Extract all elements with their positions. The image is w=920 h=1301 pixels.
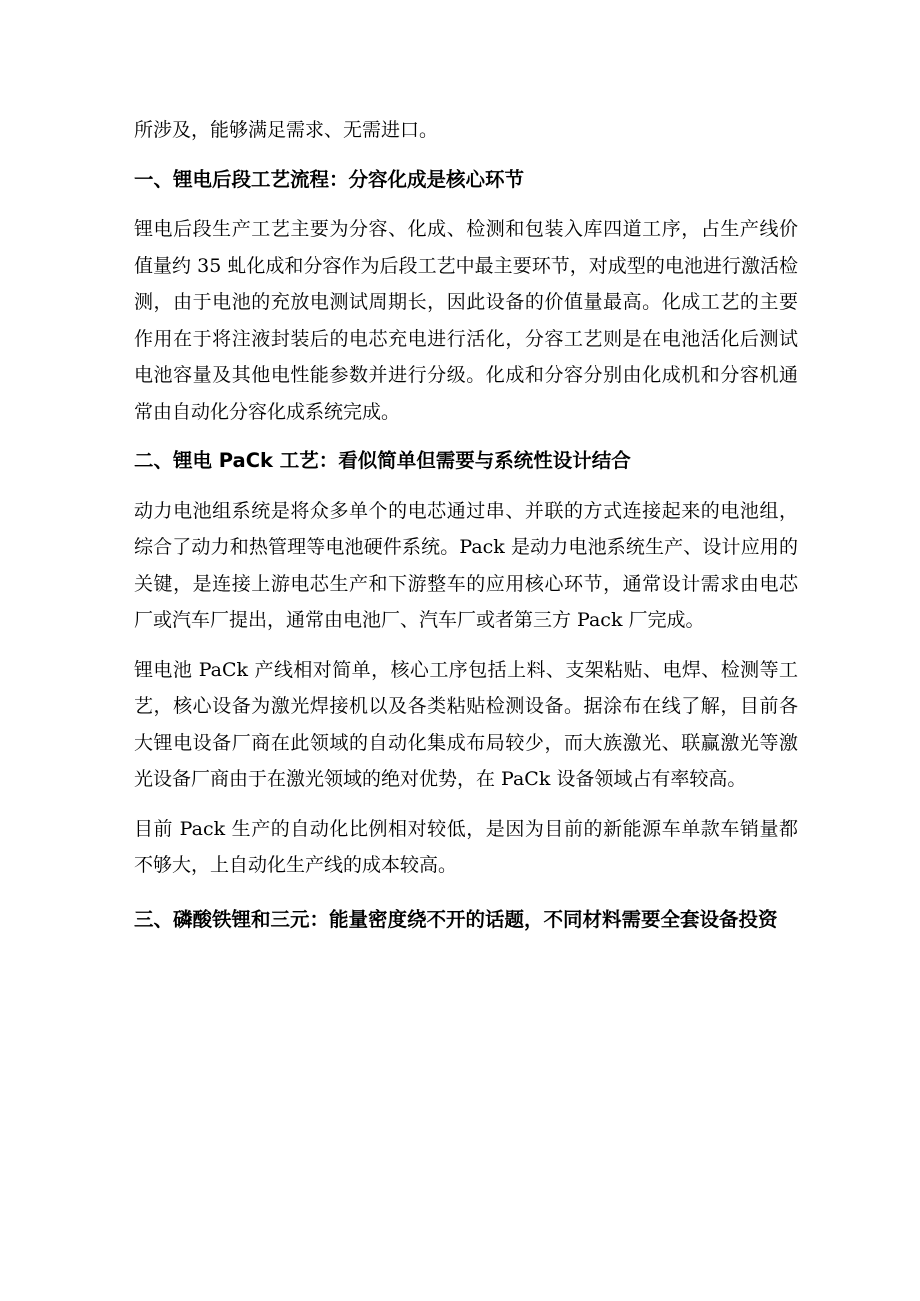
heading-section-2: 二、锂电 PaCk 工艺：看似简单但需要与系统性设计结合 [134,449,631,472]
paragraph-intro-continuation: 所涉及，能够满足需求、无需进口。 [134,119,439,141]
paragraph-section-2-body-3: 目前 Pack 生产的自动化比例相对较低，是因为目前的新能源车单款车销量都不够大，上自动化生产线的成本较高。 [134,817,798,876]
paragraph-section-2-body-1: 动力电池组系统是将众多单个的电芯通过串、并联的方式连接起来的电池组，综合了动力和热管理等电池硬件系统。Pack 是动力电池系统生产、设计应用的关键，是连接上游电芯生产和下游整车的应用核心环节，通常设计需求由电芯厂或汽车厂提出，通常由电池厂、汽车厂或者第三方 Pack 厂完成。 [134,499,798,631]
paragraph-section-2-body-2: 锂电池 PaCk 产线相对简单，核心工序包括上料、支架粘贴、电焊、检测等工艺，核心设备为激光焊接机以及各类粘贴检测设备。据涂布在线了解，目前各大锂电设备厂商在此领域的自动化集成布局较少，而大族激光、联赢激光等激光设备厂商由于在激光领域的绝对优势，在 PaCk 设备领域占有率较高。 [134,658,798,790]
paragraph-section-1-body: 锂电后段生产工艺主要为分容、化成、检测和包装入库四道工序，占生产线价值量约 35 虬化成和分容作为后段工艺中最主要环节，对成型的电池进行激活检测，由于电池的充放电测试周期长，因此设备的价值量最高。化成工艺的主要作用在于将注液封装后的电芯充电进行活化，分容工艺则是在电池活化后测试电池容量及其他电性能参数并进行分级。化成和分容分别由化成机和分容机通常由自动化分容化成系统完成。 [134,218,798,423]
document-page [134,112,798,956]
heading-section-3: 三、磷酸铁锂和三元：能量密度绕不开的话题，不同材料需要全套设备投资 [134,907,778,931]
heading-section-1: 一、锂电后段工艺流程：分容化成是核心环节 [134,167,525,191]
